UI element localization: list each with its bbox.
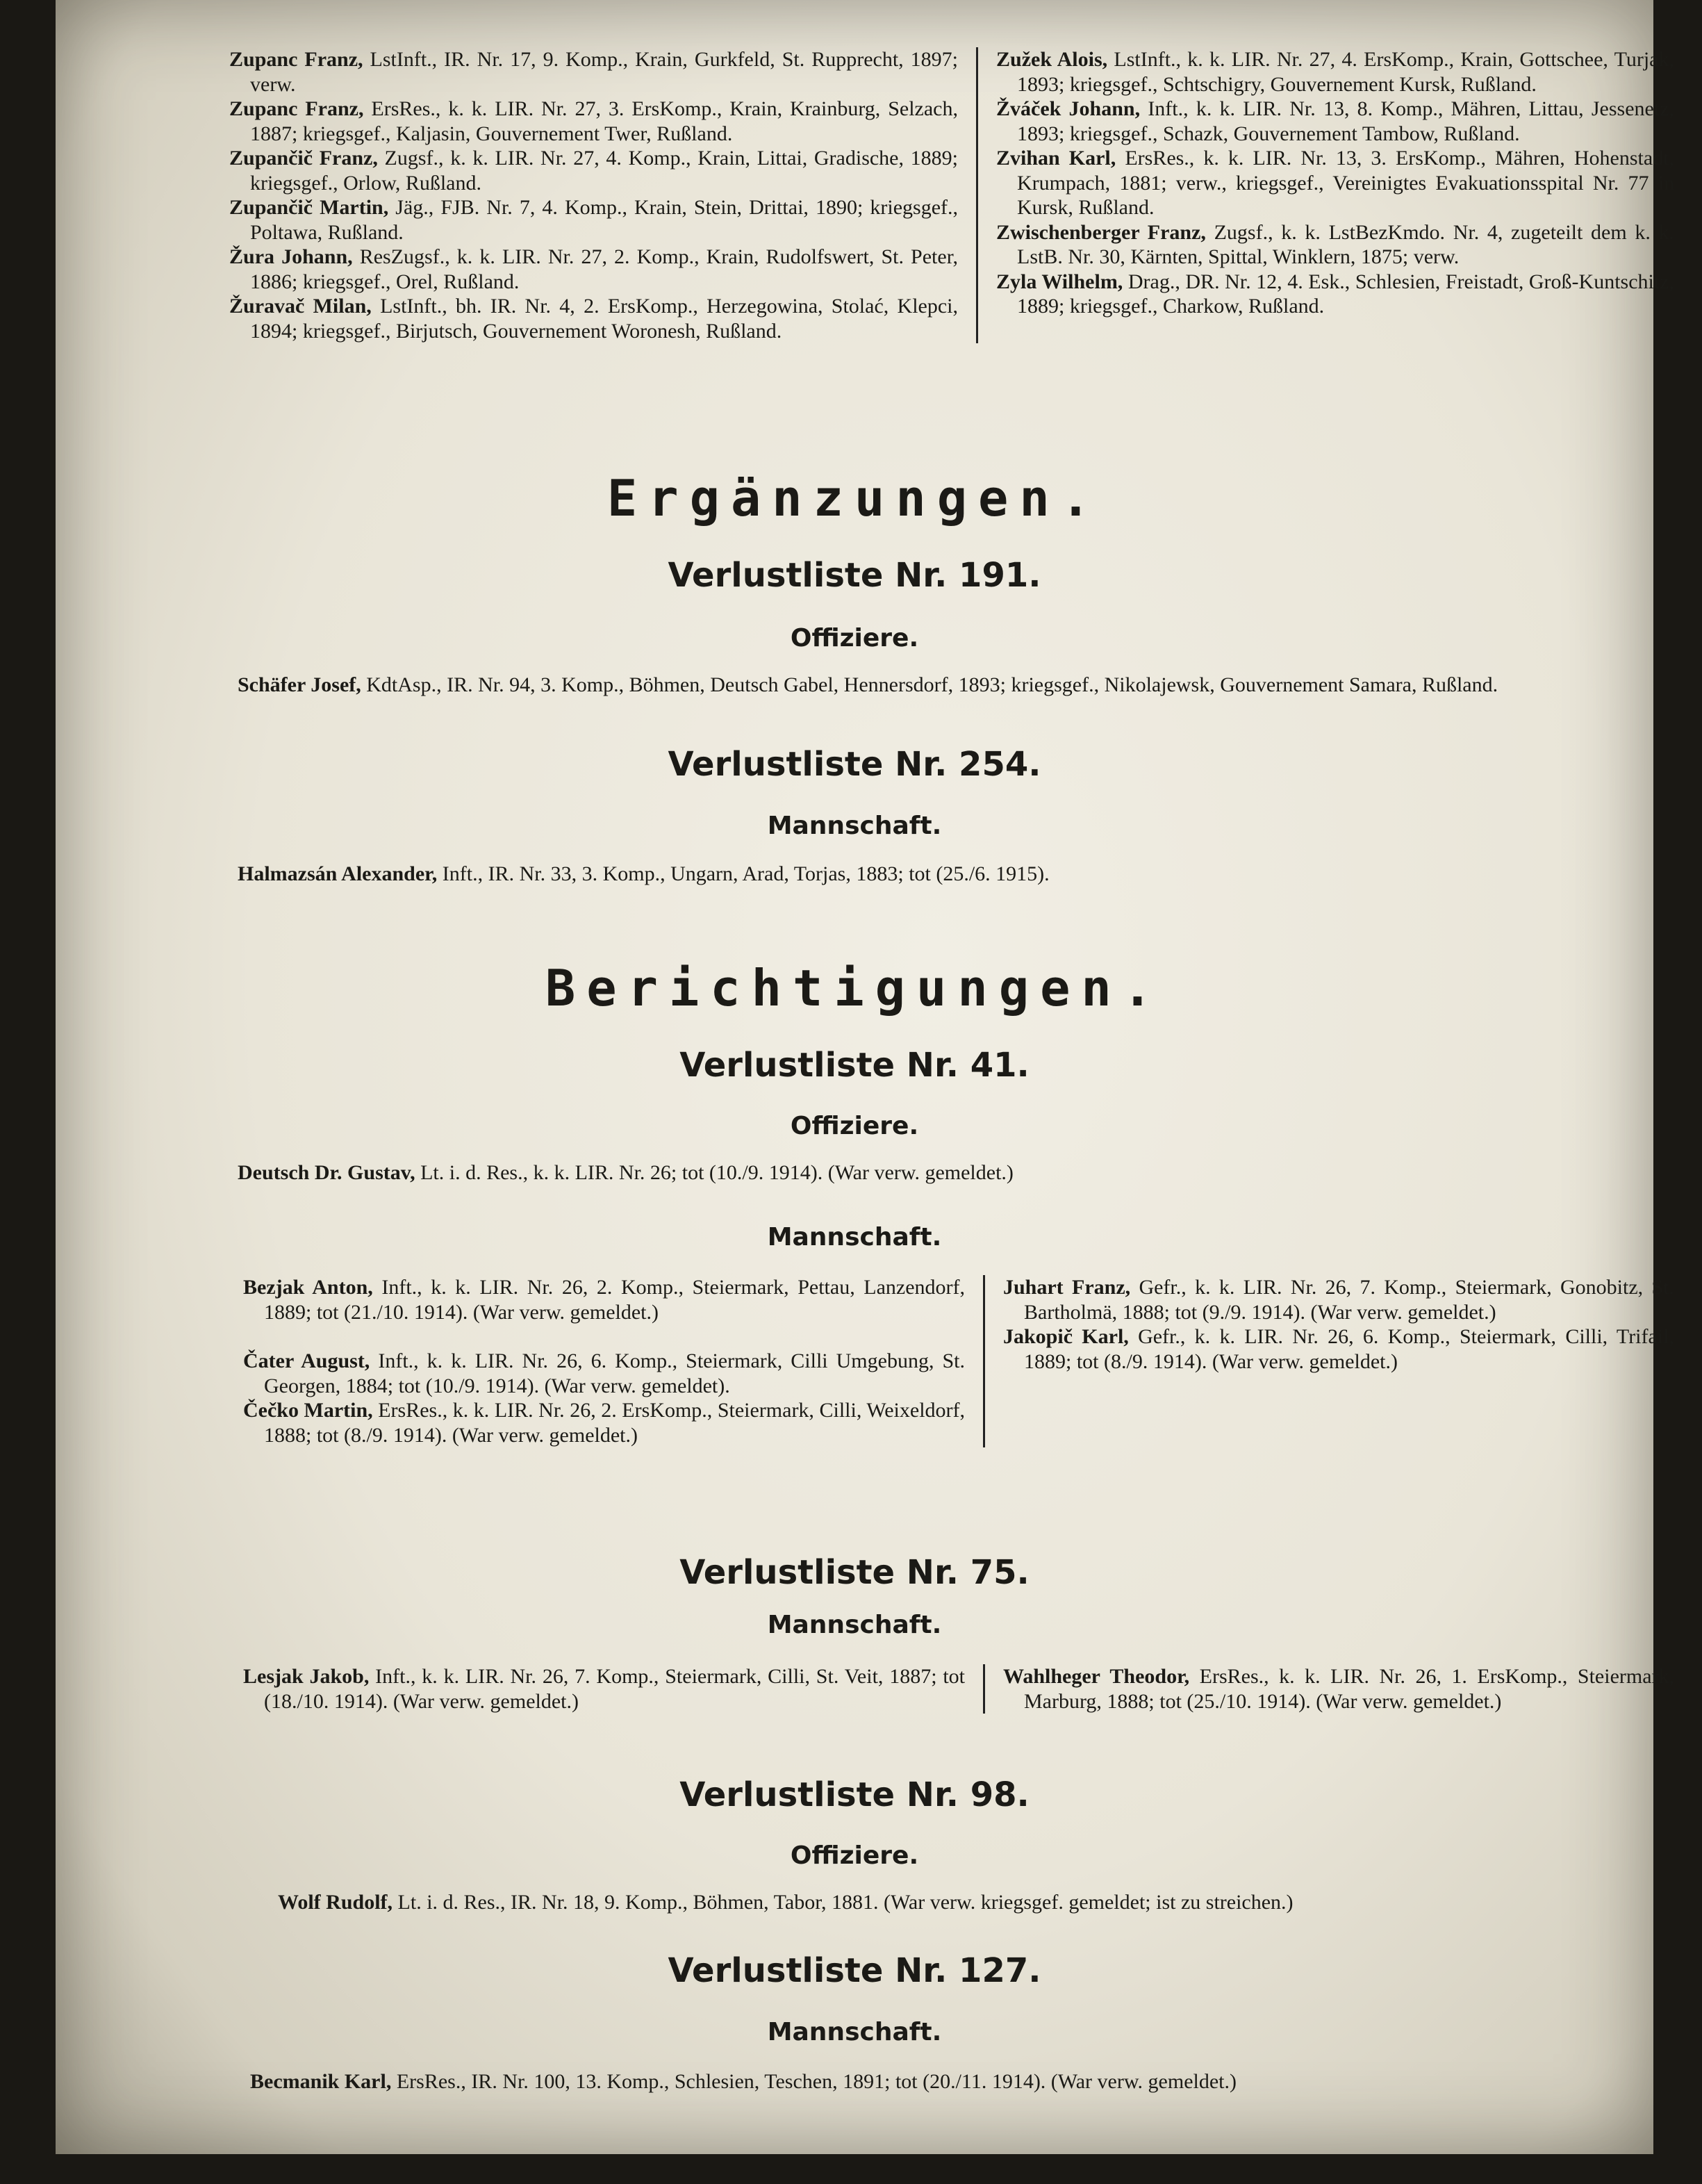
list-item: Jakopič Karl, Gefr., k. k. LIR. Nr. 26, 6. Komp., Steiermark, Cilli, Trifail, 1889; tot (8./9. 1914). (War verw. gemeldet.): [1003, 1325, 1674, 1373]
list-item: Halmazsán Alexander, Inft., IR. Nr. 33, 3. Komp., Ungarn, Arad, Torjas, 1883; tot (25./6. 1915).: [238, 862, 1050, 885]
verlustliste-41-columns: [243, 1275, 1674, 1447]
verlustliste-41-heading: Verlustliste Nr. 41.: [679, 1046, 1030, 1085]
list-item: Čater August, Inft., k. k. LIR. Nr. 26, 6. Komp., Steiermark, Cilli Umgebung, St. Georgen, 1884; tot (10./9. 1914). (War verw. gemeldet).: [243, 1349, 965, 1397]
verlustliste-75-columns: [243, 1664, 1674, 1714]
list-item: Zupanc Franz, LstInft., IR. Nr. 17, 9. Komp., Krain, Gurkfeld, St. Rupprecht, 1897; verw.: [229, 48, 958, 96]
verlustliste-41-officers-subheading: Offiziere.: [790, 1112, 919, 1140]
verlustliste-191-subheading: Offiziere.: [790, 624, 919, 652]
list-item: Schäfer Josef, KdtAsp., IR. Nr. 94, 3. Komp., Böhmen, Deutsch Gabel, Hennersdorf, 1893; kriegsgef., Nikolajewsk, Gouvernement Samara, Rußland.: [238, 673, 1498, 696]
list-item: Zupanc Franz, ErsRes., k. k. LIR. Nr. 27, 3. ErsKomp., Krain, Krainburg, Selzach, 1887; kriegsgef., Kaljasin, Gouvernement Twer, Rußland.: [229, 97, 958, 145]
top-columns: [229, 47, 1674, 343]
list-item: Deutsch Dr. Gustav, Lt. i. d. Res., k. k. LIR. Nr. 26; tot (10./9. 1914). (War verw. gemeldet.): [238, 1161, 1014, 1184]
list-item: Žváček Johann, Inft., k. k. LIR. Nr. 13, 8. Komp., Mähren, Littau, Jessenetz, 1893; kriegsgef., Schazk, Gouvernement Tambow, Rußland.: [996, 97, 1675, 145]
verlustliste-75-subheading: Mannschaft.: [767, 1611, 942, 1639]
verlustliste-75-heading: Verlustliste Nr. 75.: [679, 1553, 1030, 1592]
list-item: Zupančič Franz, Zugsf., k. k. LIR. Nr. 27, 4. Komp., Krain, Littai, Gradische, 1889; kriegsgef., Orlow, Rußland.: [229, 147, 959, 195]
list-item: Zvihan Karl, ErsRes., k. k. LIR. Nr. 13, 3. ErsKomp., Mähren, Hohenstadt, Krumpach, 1881; verw., kriegsgef., Vereinigtes Evakuationsspital Nr. 77 in Kursk, Rußland.: [996, 147, 1675, 219]
berichtigungen-heading: Berichtigungen.: [545, 959, 1164, 1017]
list-item: Žura Johann, ResZugsf., k. k. LIR. Nr. 27, 2. Komp., Krain, Rudolfswert, St. Peter, 1886; kriegsgef., Orel, Rußland.: [229, 245, 958, 293]
list-item: Bezjak Anton, Inft., k. k. LIR. Nr. 26, 2. Komp., Steiermark, Pettau, Lanzendorf, 1889; tot (21./10. 1914). (War verw. gemeldet.): [243, 1276, 966, 1324]
list-item: Wahlheger Theodor, ErsRes., k. k. LIR. Nr. 26, 1. ErsKomp., Steiermark, Marburg, 1888; tot (25./10. 1914). (War verw. gemeldet.): [1003, 1665, 1675, 1713]
verlustliste-191-heading: Verlustliste Nr. 191.: [668, 556, 1041, 595]
list-item: Juhart Franz, Gefr., k. k. LIR. Nr. 26, 7. Komp., Steiermark, Gonobitz, St. Bartholmä, 1888; tot (9./9. 1914). (War verw. gemeldet.): [1003, 1276, 1674, 1324]
list-item: Lesjak Jakob, Inft., k. k. LIR. Nr. 26, 7. Komp., Steiermark, Cilli, St. Veit, 1887; tot (18./10. 1914). (War verw. gemeldet.): [243, 1665, 966, 1713]
list-item: Zwischenberger Franz, Zugsf., k. k. LstBezKmdo. Nr. 4, zugeteilt dem k. k. LstB. Nr. 30, Kärnten, Spittal, Winklern, 1875; verw.: [996, 220, 1675, 268]
list-item: Zužek Alois, LstInft., k. k. LIR. Nr. 27, 4. ErsKomp., Krain, Gottschee, Turjak, 1893; kriegsgef., Schtschigry, Gouvernement Kursk, Rußland.: [996, 48, 1675, 96]
top-right-column: [978, 47, 1674, 343]
erganzungen-heading: Ergänzungen.: [606, 469, 1102, 527]
list-item: Becmanik Karl, ErsRes., IR. Nr. 100, 13. Komp., Schlesien, Teschen, 1891; tot (20./11. 1914). (War verw. gemeldet.): [250, 2070, 1237, 2093]
list-item: Žuravač Milan, LstInft., bh. IR. Nr. 4, 2. ErsKomp., Herzegowina, Stolać, Klepci, 1894; kriegsgef., Birjutsch, Gouvernement Woronesh, Rußland.: [229, 295, 959, 343]
vl41-right-column: [985, 1275, 1674, 1447]
document-page: [56, 0, 1675, 2154]
verlustliste-98-heading: Verlustliste Nr. 98.: [679, 1775, 1030, 1814]
vl75-left-column: [243, 1664, 985, 1714]
verlustliste-127-heading: Verlustliste Nr. 127.: [668, 1951, 1041, 1990]
top-left-column: [229, 47, 978, 343]
verlustliste-254-heading: Verlustliste Nr. 254.: [668, 745, 1041, 784]
list-item: Zupančič Martin, Jäg., FJB. Nr. 7, 4. Komp., Krain, Stein, Drittai, 1890; kriegsgef., Poltawa, Rußland.: [229, 196, 958, 244]
vl75-right-column: [985, 1664, 1674, 1714]
vl41-left-column: [243, 1275, 985, 1447]
verlustliste-254-subheading: Mannschaft.: [767, 812, 942, 840]
list-item: Wolf Rudolf, Lt. i. d. Res., IR. Nr. 18, 9. Komp., Böhmen, Tabor, 1881. (War verw. kriegsgef. gemeldet; ist zu streichen.): [278, 1891, 1294, 1914]
verlustliste-127-subheading: Mannschaft.: [767, 2018, 942, 2046]
list-item: Čečko Martin, ErsRes., k. k. LIR. Nr. 26, 2. ErsKomp., Steiermark, Cilli, Weixeldorf, 1888; tot (8./9. 1914). (War verw. gemeldet.): [243, 1399, 966, 1447]
verlustliste-41-mannschaft-subheading: Mannschaft.: [767, 1223, 942, 1251]
list-item: Zyla Wilhelm, Drag., DR. Nr. 12, 4. Esk., Schlesien, Freistadt, Groß-Kuntschitz, 1889; kriegsgef., Charkow, Rußland.: [996, 270, 1675, 318]
verlustliste-98-subheading: Offiziere.: [790, 1841, 919, 1870]
